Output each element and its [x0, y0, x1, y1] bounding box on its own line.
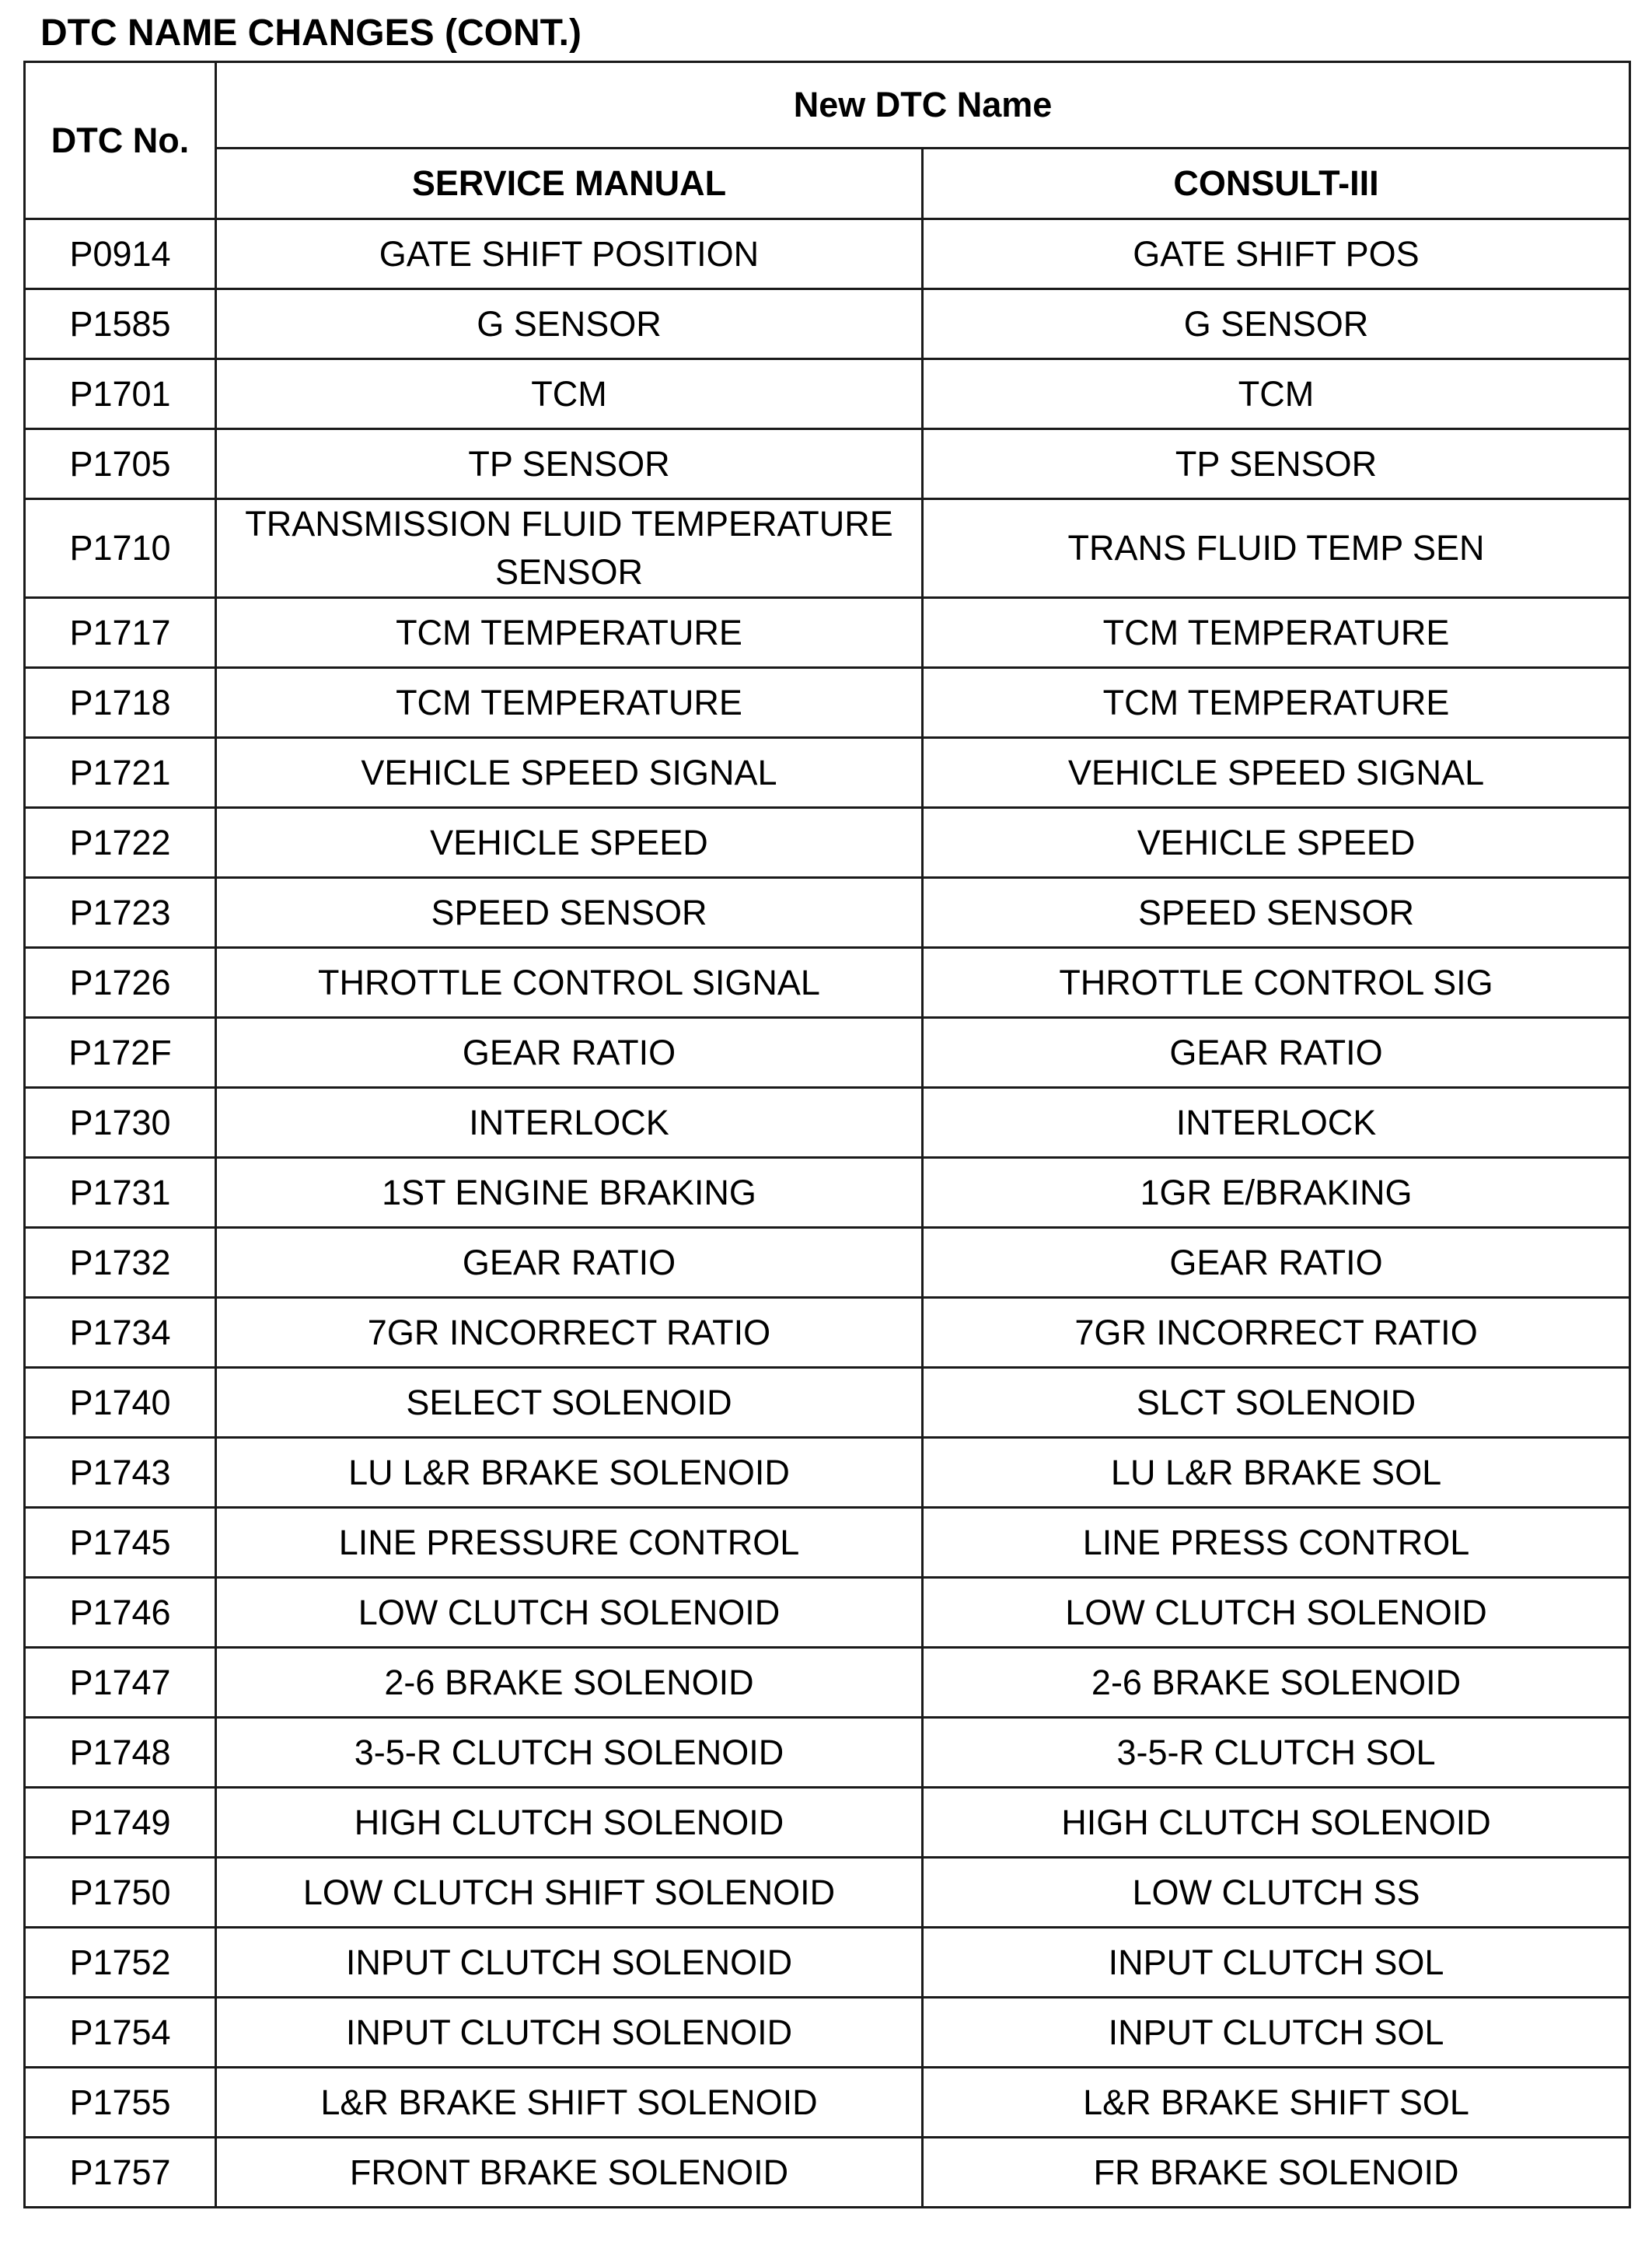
table-group-header-row: [25, 62, 1630, 149]
consult-name-cell: 3-5-R CLUTCH SOL: [923, 1718, 1630, 1788]
consult-name-cell: SLCT SOLENOID: [923, 1368, 1630, 1438]
service-manual-name-cell: LINE PRESSURE CONTROL: [216, 1508, 923, 1578]
consult-name-cell: SPEED SENSOR: [923, 878, 1630, 948]
table-row: [25, 598, 1630, 668]
dtc-code-cell: P1701: [25, 359, 216, 429]
consult-name-cell: LOW CLUTCH SS: [923, 1858, 1630, 1928]
dtc-code-cell: P1740: [25, 1368, 216, 1438]
consult-name-cell: GATE SHIFT POS: [923, 219, 1630, 289]
service-manual-name-cell: INPUT CLUTCH SOLENOID: [216, 1928, 923, 1998]
service-manual-name-cell: 3-5-R CLUTCH SOLENOID: [216, 1718, 923, 1788]
service-manual-name-cell: L&R BRAKE SHIFT SOLENOID: [216, 2068, 923, 2138]
table-row: [25, 1228, 1630, 1298]
dtc-code-cell: P1747: [25, 1648, 216, 1718]
service-manual-name-cell: TP SENSOR: [216, 429, 923, 499]
consult-name-cell: HIGH CLUTCH SOLENOID: [923, 1788, 1630, 1858]
dtc-code-cell: P1754: [25, 1998, 216, 2068]
table-row: [25, 1088, 1630, 1158]
table-row: [25, 1018, 1630, 1088]
consult-name-cell: VEHICLE SPEED SIGNAL: [923, 738, 1630, 808]
service-manual-name-cell: INPUT CLUTCH SOLENOID: [216, 1998, 923, 2068]
column-header-consult: CONSULT-III: [923, 149, 1630, 219]
table-row: [25, 1578, 1630, 1648]
table-row: [25, 808, 1630, 878]
dtc-code-cell: P1748: [25, 1718, 216, 1788]
consult-name-cell: THROTTLE CONTROL SIG: [923, 948, 1630, 1018]
consult-name-cell: LINE PRESS CONTROL: [923, 1508, 1630, 1578]
consult-name-cell: INPUT CLUTCH SOL: [923, 1998, 1630, 2068]
service-manual-name-cell: HIGH CLUTCH SOLENOID: [216, 1788, 923, 1858]
dtc-code-cell: P1745: [25, 1508, 216, 1578]
consult-name-cell: INTERLOCK: [923, 1088, 1630, 1158]
table-row: [25, 1788, 1630, 1858]
consult-name-cell: 2-6 BRAKE SOLENOID: [923, 1648, 1630, 1718]
service-manual-name-cell: TRANSMISSION FLUID TEMPERATURE SENSOR: [216, 499, 923, 598]
service-manual-name-cell: VEHICLE SPEED SIGNAL: [216, 738, 923, 808]
consult-name-cell: 1GR E/BRAKING: [923, 1158, 1630, 1228]
dtc-code-cell: P1722: [25, 808, 216, 878]
table-row: [25, 1298, 1630, 1368]
consult-name-cell: G SENSOR: [923, 289, 1630, 359]
dtc-code-cell: P1718: [25, 668, 216, 738]
service-manual-name-cell: FRONT BRAKE SOLENOID: [216, 2138, 923, 2208]
consult-name-cell: TCM: [923, 359, 1630, 429]
table-row: [25, 289, 1630, 359]
page-title: DTC NAME CHANGES (CONT.): [40, 12, 582, 54]
service-manual-name-cell: GEAR RATIO: [216, 1018, 923, 1088]
dtc-code-cell: P1743: [25, 1438, 216, 1508]
dtc-code-cell: P1723: [25, 878, 216, 948]
consult-name-cell: FR BRAKE SOLENOID: [923, 2138, 1630, 2208]
table-row: [25, 1858, 1630, 1928]
service-manual-name-cell: INTERLOCK: [216, 1088, 923, 1158]
column-header-service-manual: SERVICE MANUAL: [216, 149, 923, 219]
consult-name-cell: LU L&R BRAKE SOL: [923, 1438, 1630, 1508]
service-manual-name-cell: THROTTLE CONTROL SIGNAL: [216, 948, 923, 1018]
table-row: [25, 219, 1630, 289]
consult-name-cell: L&R BRAKE SHIFT SOL: [923, 2068, 1630, 2138]
table-row: [25, 948, 1630, 1018]
dtc-code-cell: P1755: [25, 2068, 216, 2138]
table-row: [25, 668, 1630, 738]
dtc-code-cell: P1734: [25, 1298, 216, 1368]
consult-name-cell: INPUT CLUTCH SOL: [923, 1928, 1630, 1998]
table-row: [25, 1648, 1630, 1718]
service-manual-name-cell: 2-6 BRAKE SOLENOID: [216, 1648, 923, 1718]
consult-name-cell: LOW CLUTCH SOLENOID: [923, 1578, 1630, 1648]
table-body: [25, 219, 1630, 2208]
service-manual-name-cell: TCM: [216, 359, 923, 429]
consult-name-cell: GEAR RATIO: [923, 1228, 1630, 1298]
consult-name-cell: GEAR RATIO: [923, 1018, 1630, 1088]
service-manual-name-cell: LU L&R BRAKE SOLENOID: [216, 1438, 923, 1508]
table-row: [25, 2138, 1630, 2208]
service-manual-name-cell: 1ST ENGINE BRAKING: [216, 1158, 923, 1228]
table-row: [25, 499, 1630, 598]
service-manual-name-cell: SPEED SENSOR: [216, 878, 923, 948]
dtc-code-cell: P1585: [25, 289, 216, 359]
service-manual-name-cell: GEAR RATIO: [216, 1228, 923, 1298]
service-manual-name-cell: TCM TEMPERATURE: [216, 668, 923, 738]
table-row: [25, 1158, 1630, 1228]
dtc-code-cell: P1717: [25, 598, 216, 668]
dtc-code-cell: P1721: [25, 738, 216, 808]
dtc-code-cell: P1752: [25, 1928, 216, 1998]
table-row: [25, 1998, 1630, 2068]
table-row: [25, 429, 1630, 499]
table-row: [25, 1438, 1630, 1508]
table-row: [25, 2068, 1630, 2138]
table-row: [25, 878, 1630, 948]
table-row: [25, 1508, 1630, 1578]
table-header-row: [25, 149, 1630, 219]
table-row: [25, 1368, 1630, 1438]
dtc-code-cell: P1750: [25, 1858, 216, 1928]
dtc-code-cell: P1732: [25, 1228, 216, 1298]
dtc-code-cell: P0914: [25, 219, 216, 289]
consult-name-cell: TRANS FLUID TEMP SEN: [923, 499, 1630, 598]
dtc-code-cell: P1731: [25, 1158, 216, 1228]
service-manual-name-cell: VEHICLE SPEED: [216, 808, 923, 878]
service-manual-name-cell: SELECT SOLENOID: [216, 1368, 923, 1438]
consult-name-cell: TCM TEMPERATURE: [923, 598, 1630, 668]
dtc-code-cell: P1726: [25, 948, 216, 1018]
consult-name-cell: TCM TEMPERATURE: [923, 668, 1630, 738]
column-group-header-new-dtc-name: New DTC Name: [216, 62, 1630, 149]
dtc-code-cell: P1710: [25, 499, 216, 598]
consult-name-cell: VEHICLE SPEED: [923, 808, 1630, 878]
service-manual-name-cell: TCM TEMPERATURE: [216, 598, 923, 668]
service-manual-name-cell: LOW CLUTCH SHIFT SOLENOID: [216, 1858, 923, 1928]
table-row: [25, 1718, 1630, 1788]
column-header-dtc-no: DTC No.: [25, 62, 216, 219]
table-row: [25, 359, 1630, 429]
service-manual-name-cell: LOW CLUTCH SOLENOID: [216, 1578, 923, 1648]
dtc-code-cell: P1757: [25, 2138, 216, 2208]
table-row: [25, 738, 1630, 808]
dtc-code-cell: P1746: [25, 1578, 216, 1648]
consult-name-cell: 7GR INCORRECT RATIO: [923, 1298, 1630, 1368]
dtc-code-cell: P172F: [25, 1018, 216, 1088]
dtc-code-cell: P1730: [25, 1088, 216, 1158]
consult-name-cell: TP SENSOR: [923, 429, 1630, 499]
dtc-name-table: [23, 61, 1631, 2208]
service-manual-name-cell: G SENSOR: [216, 289, 923, 359]
dtc-code-cell: P1705: [25, 429, 216, 499]
service-manual-name-cell: GATE SHIFT POSITION: [216, 219, 923, 289]
dtc-code-cell: P1749: [25, 1788, 216, 1858]
table-row: [25, 1928, 1630, 1998]
service-manual-name-cell: 7GR INCORRECT RATIO: [216, 1298, 923, 1368]
